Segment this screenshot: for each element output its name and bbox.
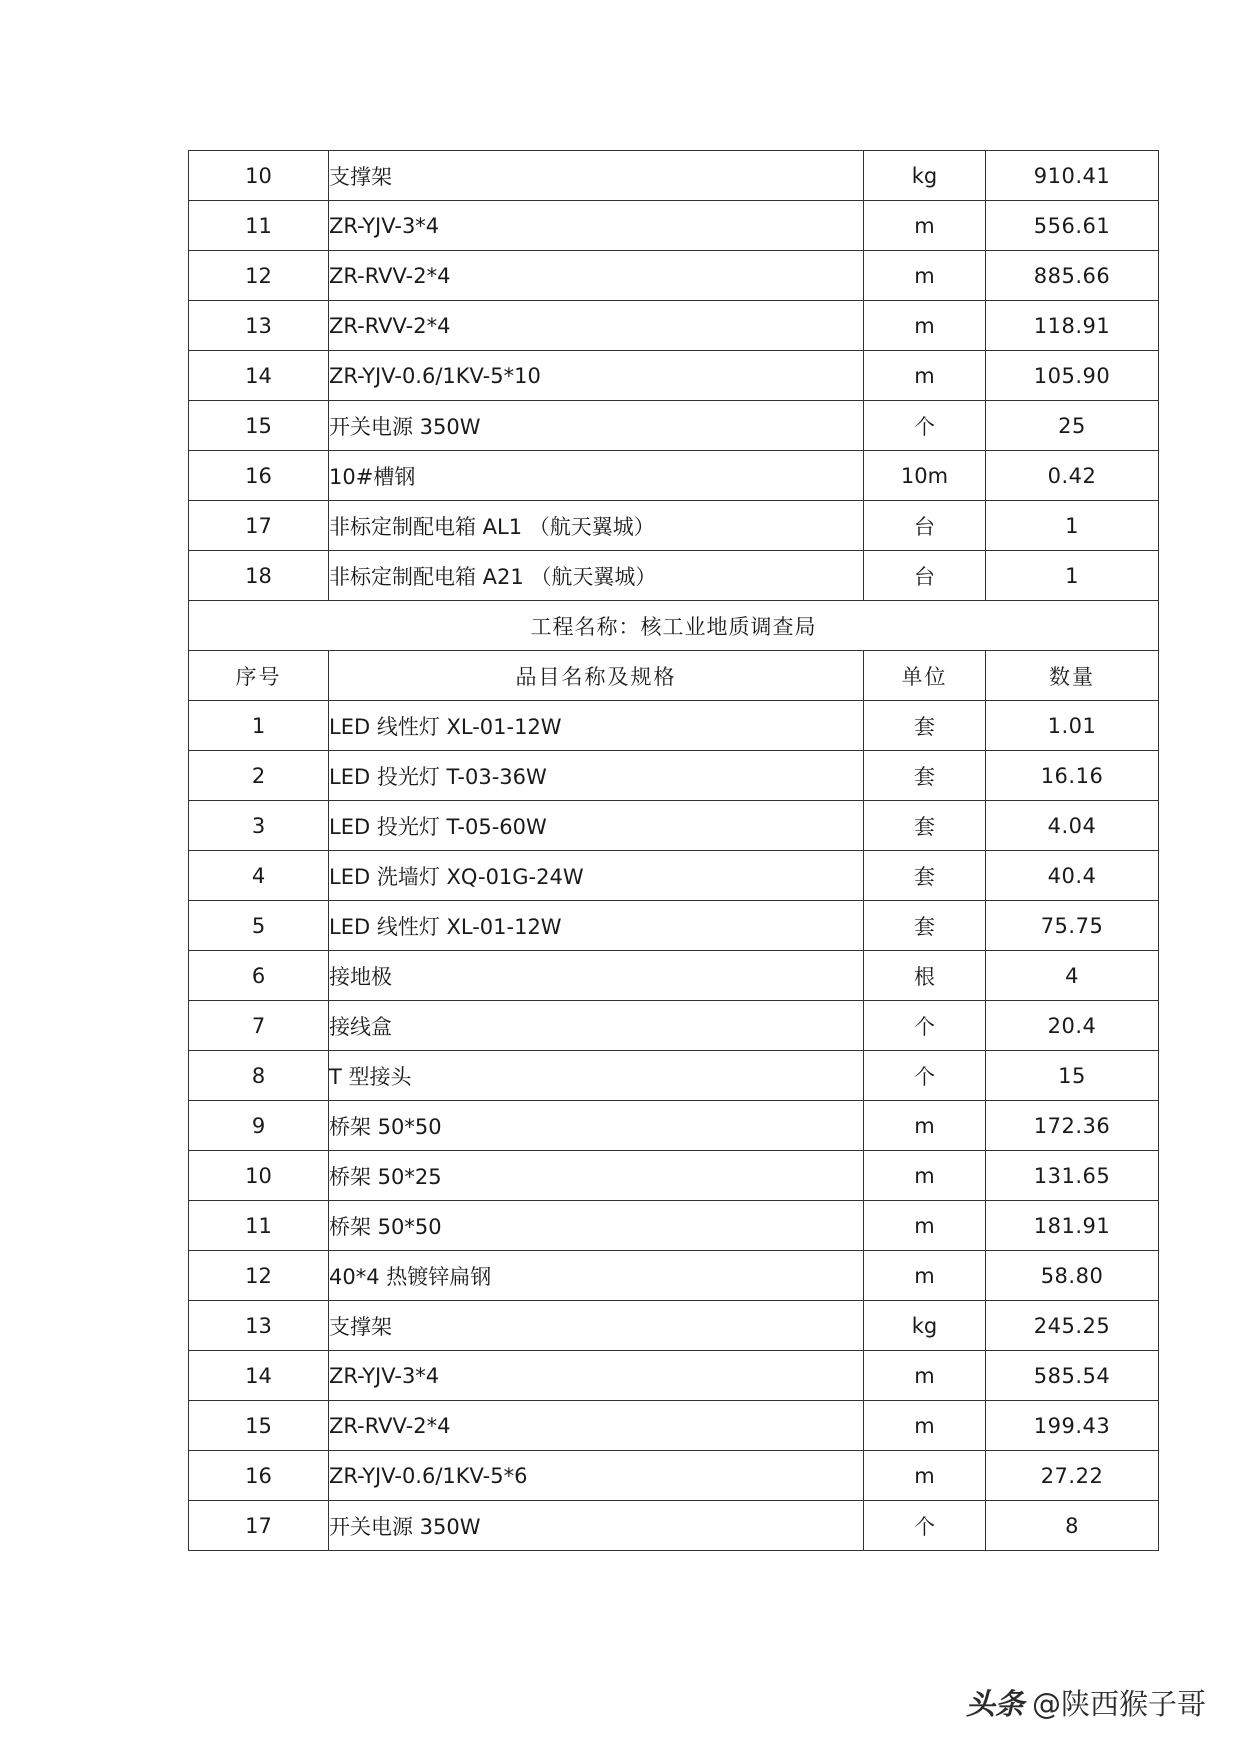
- header-index: 序号: [189, 651, 329, 701]
- table-row: [189, 551, 1159, 601]
- header-unit: 单位: [864, 651, 986, 701]
- row-name: 10#槽钢: [329, 451, 864, 501]
- row-name: ZR-YJV-3*4: [329, 201, 864, 251]
- row-unit: 10m: [864, 451, 986, 501]
- row-qty: 75.75: [986, 901, 1159, 951]
- row-qty: 27.22: [986, 1451, 1159, 1501]
- row-name: 桥架 50*25: [329, 1151, 864, 1201]
- table-row: [189, 1051, 1159, 1101]
- row-qty: 105.90: [986, 351, 1159, 401]
- row-name: 桥架 50*50: [329, 1201, 864, 1251]
- row-qty: 1: [986, 501, 1159, 551]
- header-qty: 数量: [986, 651, 1159, 701]
- table-row: [189, 151, 1159, 201]
- row-qty: 4: [986, 951, 1159, 1001]
- table-row: [189, 1351, 1159, 1401]
- watermark: [966, 1682, 1206, 1723]
- row-unit: kg: [864, 1301, 986, 1351]
- row-qty: 118.91: [986, 301, 1159, 351]
- row-name: LED 线性灯 XL-01-12W: [329, 901, 864, 951]
- table-row: [189, 1501, 1159, 1551]
- row-name: ZR-RVV-2*4: [329, 1401, 864, 1451]
- table-row: [189, 1101, 1159, 1151]
- row-name: LED 投光灯 T-05-60W: [329, 801, 864, 851]
- row-name: 非标定制配电箱 A21 （航天翼城）: [329, 551, 864, 601]
- row-unit: m: [864, 1401, 986, 1451]
- row-index: 12: [189, 1251, 329, 1301]
- row-unit: 个: [864, 401, 986, 451]
- row-qty: 8: [986, 1501, 1159, 1551]
- table-row: [189, 401, 1159, 451]
- row-qty: 131.65: [986, 1151, 1159, 1201]
- table-row: [189, 1251, 1159, 1301]
- row-name: T 型接头: [329, 1051, 864, 1101]
- row-unit: m: [864, 251, 986, 301]
- table-row: [189, 901, 1159, 951]
- row-qty: 0.42: [986, 451, 1159, 501]
- row-unit: 个: [864, 1051, 986, 1101]
- row-index: 13: [189, 1301, 329, 1351]
- row-name: ZR-YJV-0.6/1KV-5*10: [329, 351, 864, 401]
- row-unit: 台: [864, 551, 986, 601]
- row-name: LED 线性灯 XL-01-12W: [329, 701, 864, 751]
- table-row: [189, 701, 1159, 751]
- table-row: [189, 851, 1159, 901]
- table-row: [189, 201, 1159, 251]
- row-index: 4: [189, 851, 329, 901]
- row-unit: m: [864, 1251, 986, 1301]
- row-index: 15: [189, 401, 329, 451]
- table-row: [189, 751, 1159, 801]
- row-index: 13: [189, 301, 329, 351]
- material-table: [188, 150, 1159, 1551]
- row-name: 开关电源 350W: [329, 1501, 864, 1551]
- row-qty: 172.36: [986, 1101, 1159, 1151]
- row-index: 11: [189, 1201, 329, 1251]
- row-index: 5: [189, 901, 329, 951]
- table-row: [189, 801, 1159, 851]
- table-header-row: [189, 651, 1159, 701]
- row-unit: 套: [864, 751, 986, 801]
- row-qty: 16.16: [986, 751, 1159, 801]
- row-index: 7: [189, 1001, 329, 1051]
- row-name: 支撑架: [329, 151, 864, 201]
- row-unit: kg: [864, 151, 986, 201]
- row-unit: 套: [864, 801, 986, 851]
- row-unit: 套: [864, 851, 986, 901]
- row-index: 14: [189, 351, 329, 401]
- row-index: 11: [189, 201, 329, 251]
- row-qty: 910.41: [986, 151, 1159, 201]
- row-index: 9: [189, 1101, 329, 1151]
- row-index: 16: [189, 451, 329, 501]
- row-name: 接地极: [329, 951, 864, 1001]
- row-name: 开关电源 350W: [329, 401, 864, 451]
- table-row: [189, 1001, 1159, 1051]
- row-unit: m: [864, 1151, 986, 1201]
- row-unit: 根: [864, 951, 986, 1001]
- row-unit: m: [864, 351, 986, 401]
- row-name: ZR-YJV-0.6/1KV-5*6: [329, 1451, 864, 1501]
- row-name: 接线盒: [329, 1001, 864, 1051]
- row-unit: m: [864, 201, 986, 251]
- row-index: 10: [189, 151, 329, 201]
- row-unit: m: [864, 301, 986, 351]
- row-name: LED 洗墙灯 XQ-01G-24W: [329, 851, 864, 901]
- row-index: 17: [189, 501, 329, 551]
- table-row: [189, 451, 1159, 501]
- table-row: [189, 251, 1159, 301]
- row-index: 17: [189, 1501, 329, 1551]
- section-rows: [189, 701, 1159, 1551]
- row-index: 12: [189, 251, 329, 301]
- row-index: 8: [189, 1051, 329, 1101]
- row-unit: 套: [864, 701, 986, 751]
- row-qty: 1.01: [986, 701, 1159, 751]
- continued-rows: [189, 151, 1159, 601]
- row-unit: m: [864, 1451, 986, 1501]
- row-qty: 25: [986, 401, 1159, 451]
- row-qty: 4.04: [986, 801, 1159, 851]
- row-name: 40*4 热镀锌扁钢: [329, 1251, 864, 1301]
- row-unit: m: [864, 1201, 986, 1251]
- row-qty: 40.4: [986, 851, 1159, 901]
- section-block: [189, 601, 1159, 701]
- row-qty: 199.43: [986, 1401, 1159, 1451]
- table-row: [189, 1301, 1159, 1351]
- row-index: 16: [189, 1451, 329, 1501]
- row-qty: 245.25: [986, 1301, 1159, 1351]
- row-qty: 556.61: [986, 201, 1159, 251]
- row-qty: 20.4: [986, 1001, 1159, 1051]
- watermark-handle: @陕西猴子哥: [1031, 1687, 1206, 1721]
- table-row: [189, 1401, 1159, 1451]
- row-index: 10: [189, 1151, 329, 1201]
- row-name: ZR-YJV-3*4: [329, 1351, 864, 1401]
- row-index: 18: [189, 551, 329, 601]
- row-index: 2: [189, 751, 329, 801]
- row-name: LED 投光灯 T-03-36W: [329, 751, 864, 801]
- row-unit: 套: [864, 901, 986, 951]
- table-row: [189, 1451, 1159, 1501]
- row-unit: 个: [864, 1501, 986, 1551]
- row-qty: 181.91: [986, 1201, 1159, 1251]
- table-row: [189, 501, 1159, 551]
- row-index: 14: [189, 1351, 329, 1401]
- row-unit: 台: [864, 501, 986, 551]
- table-row: [189, 1201, 1159, 1251]
- row-name: 非标定制配电箱 AL1 （航天翼城）: [329, 501, 864, 551]
- row-index: 15: [189, 1401, 329, 1451]
- row-unit: 个: [864, 1001, 986, 1051]
- section-title-row: [189, 601, 1159, 651]
- table-row: [189, 351, 1159, 401]
- row-name: ZR-RVV-2*4: [329, 301, 864, 351]
- row-unit: m: [864, 1351, 986, 1401]
- row-unit: m: [864, 1101, 986, 1151]
- row-qty: 585.54: [986, 1351, 1159, 1401]
- row-index: 1: [189, 701, 329, 751]
- row-name: ZR-RVV-2*4: [329, 251, 864, 301]
- watermark-brand: 头条: [965, 1687, 1024, 1721]
- row-index: 3: [189, 801, 329, 851]
- row-name: 桥架 50*50: [329, 1101, 864, 1151]
- table-row: [189, 301, 1159, 351]
- row-index: 6: [189, 951, 329, 1001]
- row-qty: 15: [986, 1051, 1159, 1101]
- header-name: 品目名称及规格: [329, 651, 864, 701]
- table-row: [189, 1151, 1159, 1201]
- row-qty: 58.80: [986, 1251, 1159, 1301]
- row-name: 支撑架: [329, 1301, 864, 1351]
- row-qty: 1: [986, 551, 1159, 601]
- row-qty: 885.66: [986, 251, 1159, 301]
- table-row: [189, 951, 1159, 1001]
- section-title: 工程名称：核工业地质调查局: [189, 601, 1159, 651]
